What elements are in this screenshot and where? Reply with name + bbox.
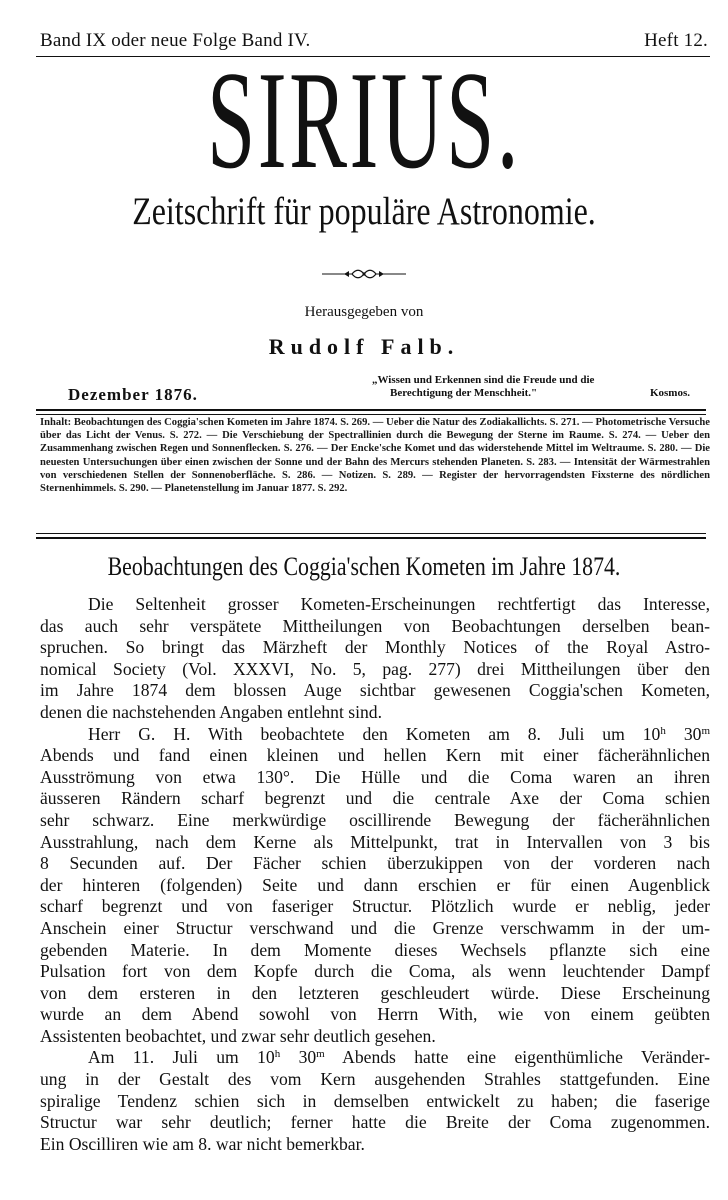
time-minutes: 30	[298, 1047, 317, 1068]
text-line: scharf begrenzt und von faseriger Structur. Plötzlich wurde er neblig, jeder	[40, 896, 710, 917]
text-line: von dem ersteren in den letzteren geschleudert würde. Diese Erscheinung	[40, 982, 710, 1003]
superscript-m: m	[316, 1048, 325, 1061]
text-line: Ausstrahlung, nach dem Kerne als Mittelpunkt, trat in Intervallen von 3 bis	[40, 831, 710, 852]
motto	[372, 374, 690, 400]
journal-title: SIRIUS.	[206, 43, 521, 198]
text-line: Assistenten beobachtet, und zwar sehr deutlich gesehen.	[40, 1025, 436, 1046]
issue-label: Heft 12.	[644, 30, 708, 51]
text-segment: Am 11. Juli um 10	[88, 1047, 275, 1068]
volume-label: Band IX oder neue Folge Band IV.	[40, 30, 311, 51]
text-line	[40, 724, 710, 746]
article-body	[40, 594, 710, 1155]
text-line: Ein Oscilliren wie am 8. war nicht bemerkbar.	[40, 1133, 365, 1154]
contents-label: Inhalt:	[40, 417, 72, 428]
text-line: der hinteren (folgenden) Seite und dann erschien er für einen Augenblick	[40, 874, 710, 895]
text-segment: Abends hatte eine eigenthümliche Veränder-	[342, 1047, 710, 1068]
journal-subtitle: Zeitschrift für populäre Astronomie.	[132, 190, 596, 233]
text-line: Ausströmung von etwa 130°. Die Hülle und die Coma waren an ihren	[40, 766, 710, 787]
text-line: Structur war sehr deutlich; ferner hatte die Breite der Coma zugenommen.	[40, 1112, 710, 1133]
text-line: denen die nachstehenden Angaben entlehnt sind.	[40, 701, 382, 722]
text-line: Anschein einer Structur verschwand und die Grenze verschwamm in der um-	[40, 917, 710, 938]
text-line: nomical Society (Vol. XXXVI, No. 5, pag. 277) drei Mittheilungen über den	[40, 658, 710, 679]
motto-line-2: Berechtigung der Menschheit."	[390, 387, 538, 399]
superscript-h: h	[660, 724, 666, 737]
text-line: sehr schwarz. Eine merkwürdige oscillirende Bewegung der fächerähnlichen	[40, 809, 710, 830]
text-line: spiralige Tendenz schien sich in demselben entwickelt zu haben; die faserige	[40, 1090, 710, 1111]
text-line	[40, 1047, 710, 1069]
text-line: Pulsation fort von dem Kopfe durch die Coma, als wenn leuchtender Dampf	[40, 961, 710, 982]
contents-rule-bottom	[36, 533, 706, 539]
text-line: spruchen. So bringt das Märzheft der Monthly Notices of the Royal Astro-	[40, 637, 710, 658]
editor-label: Herausgegeben von	[304, 304, 424, 320]
superscript-h: h	[274, 1048, 281, 1061]
text-line: Die Seltenheit grosser Kometen-Erscheinungen rechtfertigt das Interesse,	[88, 594, 710, 614]
article-title: Beobachtungen des Coggia'schen Kometen im Jahre 1874.	[107, 552, 621, 581]
text-line: 8 Secunden auf. Der Fächer schien überzukippen von der vorderen nach	[40, 853, 710, 874]
time-minutes: 30	[683, 723, 702, 744]
text-line: im Jahre 1874 dem blossen Auge sichtbar gewesenen Coggia'schen Kometen,	[40, 680, 710, 701]
issue-date: Dezember 1876.	[68, 385, 198, 404]
text-line: das auch sehr verspätete Mittheilungen von Beobachtungen derselben bean-	[40, 615, 710, 636]
editor-name: Rudolf Falb.	[268, 334, 460, 359]
text-segment: Herr G. H. With beobachtete den Kometen am 8. Juli um 10	[88, 723, 661, 744]
table-of-contents	[40, 416, 710, 495]
superscript-m: m	[701, 724, 710, 737]
ornament-divider	[322, 268, 406, 280]
contents-rule-top	[36, 409, 706, 415]
text-line: äusseren Rändern scharf begrenzt und die centrale Axe der Coma schien	[40, 788, 710, 809]
text-line: wurde an dem Abend sowohl von Herrn With, wie von einem geübten	[40, 1004, 710, 1025]
motto-source: Kosmos.	[649, 387, 690, 399]
contents-text: Beobachtungen des Coggia'schen Kometen im Jahre 1874. S. 269. — Ueber die Natur des Zodiakallichts. S. 271. — Photometrische Versuche über das Licht der Venus. S. 272. — Die Verschiebung der Spectrallinien durch die Bewegung der Sterne im Raume. S. 274. — Ueber den Zusammenhang zwischen Regen und Sonnenflecken. S. 276. — Der Encke'sche Komet und das widerstehende Mittel im Weltraume. S. 280. — Die neuesten Untersuchungen über einen zwischen der Sonne und der Bahn des Mercurs stehenden Planeten. S. 283. — Intensität der Wärmestrahlen von verschiedenen Stellen der Sonnenoberfläche. S. 286. — Notizen. S. 289. — Register der hervorragendsten Fixsterne des nördlichen Sternenhimmels. S. 290. — Planetenstellung im Januar 1877. S. 292.	[40, 417, 710, 495]
text-line: ung in der Gestalt des vom Kern ausgehenden Strahles stattgefunden. Eine	[40, 1069, 710, 1090]
motto-line-1: „Wissen und Erkennen sind die Freude und die	[372, 374, 595, 386]
text-line: gebenden Materie. In dem Momente dieses Wechsels pflanzte sich eine	[40, 939, 710, 960]
text-line: Abends und fand einen kleinen und hellen Kern mit einer fächerähnlichen	[40, 745, 710, 766]
